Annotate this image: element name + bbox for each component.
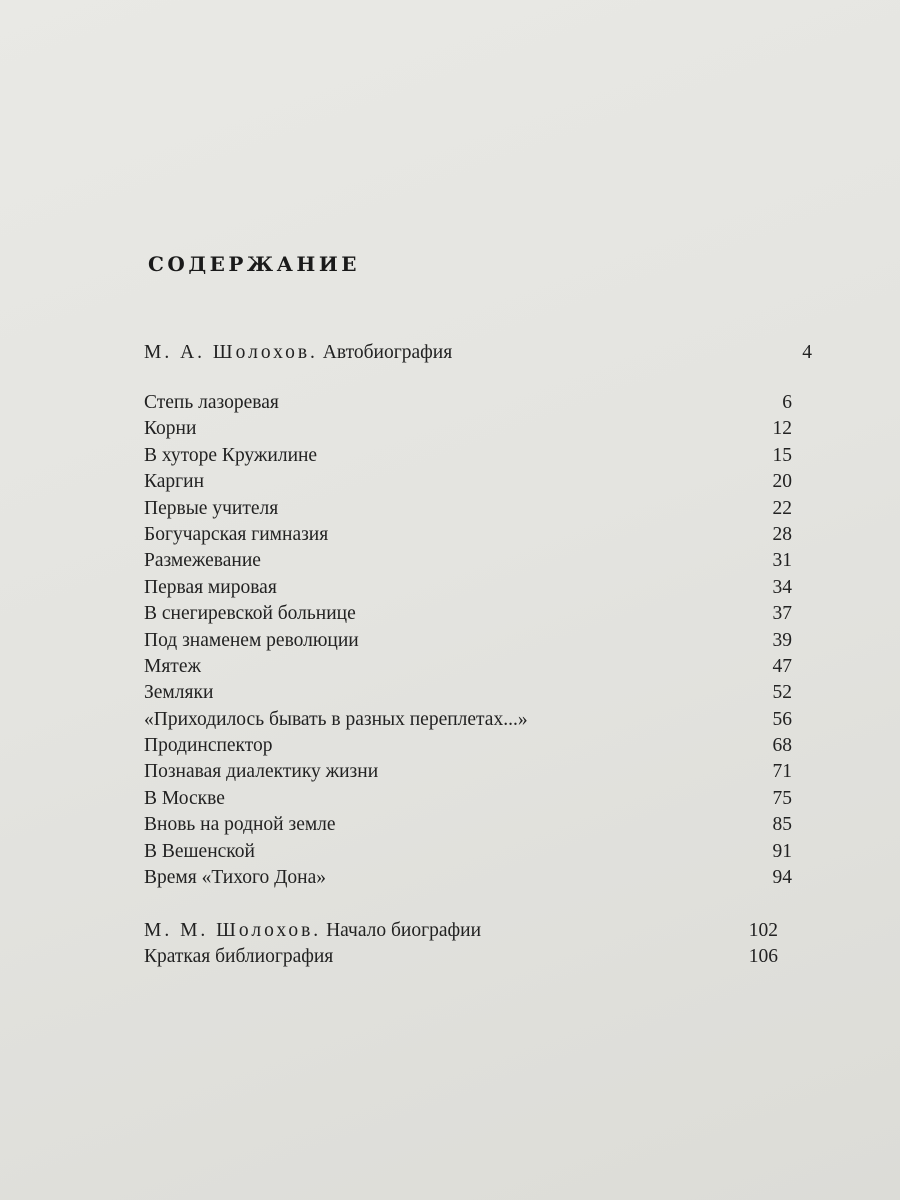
toc-entry-page: 102: [748, 920, 778, 941]
toc-entry: [144, 839, 792, 865]
toc-intro: [144, 340, 812, 366]
toc-entry-title: «Приходилось бывать в разных переплетах...»: [144, 708, 528, 730]
toc-entry-title: Время «Тихого Дона»: [144, 867, 326, 889]
toc-entry-page: 37: [772, 603, 792, 625]
toc-entry: [144, 496, 792, 522]
toc-entry-title: Автобиография: [322, 342, 453, 363]
toc-entry: [144, 944, 778, 970]
toc-entry: [144, 601, 792, 627]
toc-entry: [144, 340, 812, 366]
toc-entry-page: 56: [772, 708, 792, 730]
toc-entry-author: М. М. Шолохов.: [144, 920, 322, 941]
toc-entry-title: Первые учителя: [144, 497, 279, 519]
toc-entry-title: Вновь на родной земле: [144, 814, 336, 836]
toc-entry-page: 22: [772, 497, 792, 519]
toc-entry-page: 71: [772, 761, 792, 783]
toc-entry-page: 75: [772, 787, 792, 809]
toc-entry-page: 52: [772, 682, 792, 704]
toc-entry: [144, 469, 792, 495]
toc-entry-title: Корни: [144, 418, 197, 440]
toc-entry-page: 31: [772, 550, 792, 572]
toc-entry-title: Богучарская гимназия: [144, 523, 329, 545]
toc-entry-text: [144, 340, 452, 366]
toc-entry-author: М. А. Шолохов.: [144, 342, 318, 363]
toc-entry: [144, 786, 792, 812]
toc-entry: [144, 390, 792, 416]
toc-entry: [144, 759, 792, 785]
toc-entry-page: 4: [802, 342, 812, 363]
toc-entry-title: Первая мировая: [144, 576, 277, 598]
toc-entry-page: 15: [772, 444, 792, 466]
toc-entry-page: 34: [772, 576, 792, 598]
toc-entry: [144, 918, 778, 944]
toc-entry-title: В снегиревской больнице: [144, 603, 356, 625]
toc-entry: [144, 707, 792, 733]
toc-entry-title: Каргин: [144, 471, 205, 493]
contents-heading: СОДЕРЖАНИЕ: [148, 252, 360, 276]
toc-entry-title: Размежевание: [144, 550, 261, 572]
toc-entry-title: Познавая диалектику жизни: [144, 761, 379, 783]
toc-entry-page: 85: [772, 814, 792, 836]
toc-entry: [144, 575, 792, 601]
toc-entry-page: 91: [772, 840, 792, 862]
toc-entry: [144, 680, 792, 706]
toc-entry: [144, 548, 792, 574]
toc-entry-title: В Москве: [144, 787, 225, 809]
toc-entry-title: Степь лазоревая: [144, 392, 279, 413]
toc-chapters: [144, 390, 792, 891]
toc-entry-page: 68: [772, 735, 792, 757]
toc-entry-page: 12: [772, 418, 792, 440]
toc-entry-text: [144, 918, 481, 944]
toc-entry: [144, 733, 792, 759]
toc-entry-title: В хуторе Кружилине: [144, 444, 318, 466]
toc-entry-title: Мятеж: [144, 655, 201, 677]
toc-entry-page: 39: [772, 629, 792, 651]
toc-entry: [144, 628, 792, 654]
toc-entry: [144, 443, 792, 469]
toc-entry: [144, 522, 792, 548]
toc-entry-title: Краткая библиография: [144, 946, 334, 967]
toc-entry-title: Продинспектор: [144, 735, 273, 757]
toc-entry: [144, 654, 792, 680]
toc-entry-page: 6: [782, 392, 792, 413]
toc-entry-title: Начало биографии: [326, 920, 482, 941]
toc-appendix: [144, 918, 778, 970]
toc-entry-page: 28: [772, 523, 792, 545]
toc-entry: [144, 865, 792, 891]
toc-entry-page: 20: [772, 471, 792, 493]
toc-entry-title: В Вешенской: [144, 840, 255, 862]
toc-entry: [144, 812, 792, 838]
toc-entry: [144, 416, 792, 442]
toc-entry-title: Земляки: [144, 682, 214, 704]
toc-entry-page: 94: [772, 867, 792, 889]
toc-entry-page: 47: [772, 655, 792, 677]
toc-entry-title: Под знаменем революции: [144, 629, 359, 651]
toc-entry-page: 106: [748, 946, 778, 967]
